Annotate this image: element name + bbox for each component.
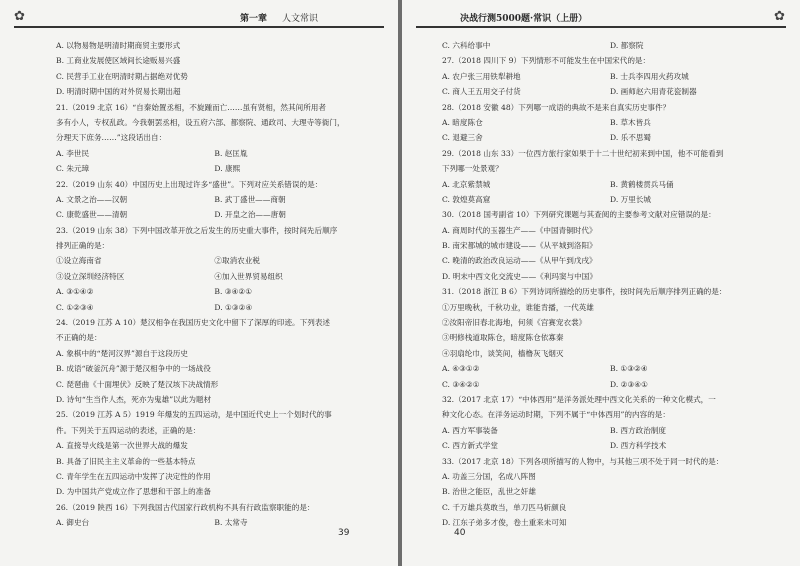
text-line: ③明修栈道取陈仓，暗度陈仓依寡秦: [442, 333, 564, 343]
option-a: A. 御史台: [56, 518, 90, 528]
option-row: [442, 361, 792, 376]
option-row: [56, 207, 386, 222]
text-line: 22.（2019 山东 40）中国历史上出现过许多“盛世”。下列对应关系错误的是：: [56, 179, 323, 189]
text-line: 21.（2019 北京 16）“自秦始置丞相，不旋踵而亡……虽有贤相，然其间所用者: [56, 102, 326, 112]
page-number: 40: [454, 528, 466, 538]
text-line: D. 江东子弟多才俊，卷土重来未可知: [442, 518, 567, 528]
option-row: [56, 192, 386, 207]
text-line: 多有小人，专权乱政。今我朝罢丞相，设五府六部、都察院、通政司、大理寺等衙门，: [56, 117, 345, 127]
text-line: A. 象棋中的“楚河汉界”源自于这段历史: [56, 348, 188, 358]
option-a: C. 商人王五用交子付货: [442, 87, 521, 97]
right-content: [442, 38, 792, 531]
option-row: [56, 515, 386, 530]
option-b: B. 赵匡胤: [214, 148, 248, 158]
header-chapter: 第一章: [240, 14, 268, 24]
text-line: 31.（2018 浙江 B 6）下列诗词所描绘的历史事件，按时间先后顺序排列正确的是：: [442, 287, 727, 297]
option-b: D. 西方科学技术: [610, 441, 667, 451]
text-line: D. 为中国共产党成立作了思想和干部上的准备: [56, 487, 211, 497]
text-line: 分理天下庶务……”这段话出自：: [56, 133, 167, 143]
option-a: C. 退避三舍: [442, 133, 483, 143]
right-page: [402, 0, 800, 566]
option-a: C. 康乾盛世——清朝: [56, 210, 128, 220]
option-a: A. 文景之治——汉朝: [56, 194, 128, 204]
option-b: D. 万里长城: [610, 194, 652, 204]
header-rule: [14, 26, 384, 28]
option-row: [56, 300, 386, 315]
option-a: C. ③④②①: [442, 379, 480, 389]
option-row: [442, 192, 792, 207]
option-a: C. 西方新式学堂: [442, 441, 498, 451]
text-line: D. 明清时期中国的对外贸易长期出超: [56, 87, 181, 97]
option-row: [442, 84, 792, 99]
option-row: [442, 130, 792, 145]
option-b: B. 西方政治制度: [610, 425, 666, 435]
text-line: 32.（2017 北京 17）“中体西用”是洋务派处理中西文化关系的一种文化模式，一: [442, 394, 716, 404]
option-b: ②取消农业税: [214, 256, 260, 266]
option-a: A. ④③①②: [442, 364, 480, 374]
flower-icon: ✿: [774, 9, 785, 24]
option-b: B. ①③②④: [610, 364, 648, 374]
option-a: A. 农户张三用铁犁耕地: [442, 71, 521, 81]
option-a: ③设立深圳经济特区: [56, 271, 125, 281]
text-line: B. 南宋都城的城市建设——《从平城到洛阳》: [442, 241, 597, 251]
text-line: C. 青年学生在五四运动中发挥了决定性的作用: [56, 471, 211, 481]
option-a: A. 北京紫禁城: [442, 179, 491, 189]
option-row: [442, 115, 792, 130]
text-line: A. 以物易物是明清时期商贸主要形式: [56, 41, 181, 50]
text-line: D. 明末中西文化交流史——《利玛窦与中国》: [442, 271, 597, 281]
option-b: D. ①③②④: [214, 302, 253, 312]
option-b: B. 黄鹤楼贯兵马俑: [610, 179, 674, 189]
text-line: 33.（2017 北京 18）下列各项所描写的人物中，与其他三项不处于同一时代的是：: [442, 456, 724, 466]
option-row: [56, 146, 386, 161]
option-b: D. 开皇之治——唐朝: [214, 210, 286, 220]
text-line: 28.（2018 安徽 48）下列哪一成语的典故不是来自真实历史事件？: [442, 102, 671, 112]
option-a: C. ①②③④: [56, 302, 94, 312]
option-b: D. 乐不思蜀: [610, 133, 652, 143]
text-line: 24.（2019 江苏 A 10）楚汉相争在我国历史文化中留下了深厚的印迹。下列表述: [56, 318, 331, 328]
option-row: [56, 161, 386, 176]
text-line: 下列哪一处景观？: [442, 164, 503, 174]
text-line: ②汝阳帝旧春北海地，何须《宫赛宠衣裳》: [442, 318, 587, 328]
option-a: C. 六科给事中: [442, 41, 491, 50]
left-page: [0, 0, 398, 566]
text-line: C. 千万雄兵莫敢当，单刀匹马斩颜良: [442, 502, 567, 512]
option-b: D. 康熙: [214, 164, 241, 174]
option-b: B. 太常寺: [214, 518, 248, 528]
text-line: A. 直接导火线是第一次世界大战的爆发: [56, 441, 188, 451]
option-a: A. 西方军事装备: [442, 425, 498, 435]
text-line: 排列正确的是：: [56, 241, 110, 251]
text-line: 26.（2019 陕西 16）下列我国古代国家行政机构不具有行政监察职能的是：: [56, 502, 315, 512]
text-line: 不正确的是：: [56, 333, 102, 343]
text-line: 27.（2018 四川下 9）下列情形不可能发生在中国宋代的是：: [442, 56, 651, 66]
option-b: ④加入世界贸易组织: [214, 271, 283, 281]
option-row: [442, 177, 792, 192]
option-b: B. 士兵李四用火药攻城: [610, 71, 689, 81]
flower-icon: ✿: [14, 9, 25, 24]
text-line: B. 治世之能臣，乱世之奸雄: [442, 487, 536, 497]
option-b: B. 草木皆兵: [610, 117, 651, 127]
text-line: 30.（2018 国考副省 10）下列研究课题与其查阅的主要参考文献对应错误的是：: [442, 210, 716, 220]
option-a: C. 敦煌莫高窟: [442, 194, 491, 204]
text-line: 件。下列关于五四运动的表述，正确的是：: [56, 425, 201, 435]
header-title: 决战行测5000题·常识（上册）: [460, 14, 588, 24]
option-a: ①设立海南省: [56, 256, 102, 266]
option-row: [442, 423, 792, 438]
option-a: A. ③①④②: [56, 287, 94, 297]
option-b: D. 画师赵六用青花瓷制器: [610, 87, 697, 97]
option-a: A. 暗度陈仓: [442, 117, 483, 127]
text-line: B. 工商业发展使区域间长途贩易兴盛: [56, 56, 181, 66]
option-row: [442, 377, 792, 392]
option-a: A. 李世民: [56, 148, 90, 158]
option-row: [442, 438, 792, 453]
header-title: 人文常识: [282, 14, 319, 24]
text-line: C. 民营手工业在明清时期占据绝对优势: [56, 71, 188, 81]
option-b: B. ③④②①: [214, 287, 253, 297]
text-line: C. 晚清的政治改良运动——《从甲午到戊戌》: [442, 256, 597, 266]
text-line: 种文化心态。在洋务运动时期，下列不属于“中体西用”的内容的是：: [442, 410, 670, 420]
option-b: D. 都察院: [610, 41, 644, 50]
option-a: C. 朱元璋: [56, 164, 90, 174]
option-row: [56, 269, 386, 284]
text-line: 25.（2019 江苏 A 5）1919 年爆发的五四运动，是中国近代史上一个划时代的事: [56, 410, 332, 420]
text-line: D. 诗句“生当作人杰，死亦为鬼雄”以此为题材: [56, 394, 212, 404]
text-line: B. 成语“破釜沉舟”源于楚汉相争中的一场战役: [56, 364, 211, 374]
header-rule: [416, 26, 786, 28]
text-line: A. 功盖三分国，名成八阵图: [442, 471, 536, 481]
option-row: [56, 284, 386, 299]
text-line: A. 商周时代的玉器生产——《中国青铜时代》: [442, 225, 597, 235]
option-row: [56, 253, 386, 268]
option-b: B. 武丁盛世——商朝: [214, 194, 286, 204]
page-number: 39: [338, 528, 350, 538]
text-line: ①万里晚秋，千秋功业，谁能肯播，一代英雄: [442, 302, 594, 312]
option-row: [442, 38, 792, 53]
text-line: ④羽扇纶巾，谈笑间，樯橹灰飞烟灭: [442, 348, 564, 358]
left-content: [56, 38, 386, 531]
text-line: C. 琵琶曲《十面埋伏》反映了楚汉垓下决战情形: [56, 379, 219, 389]
text-line: B. 具备了旧民主主义革命的一些基本特点: [56, 456, 196, 466]
text-line: 29.（2018 山东 33）一位西方旅行家如果于十二十世纪初来到中国，他不可能看到: [442, 148, 724, 158]
text-line: 23.（2019 山东 38）下列中国改革开放之后发生的历史重大事件，按时间先后顺序: [56, 225, 338, 235]
option-row: [442, 69, 792, 84]
option-b: D. ②③④①: [610, 379, 648, 389]
